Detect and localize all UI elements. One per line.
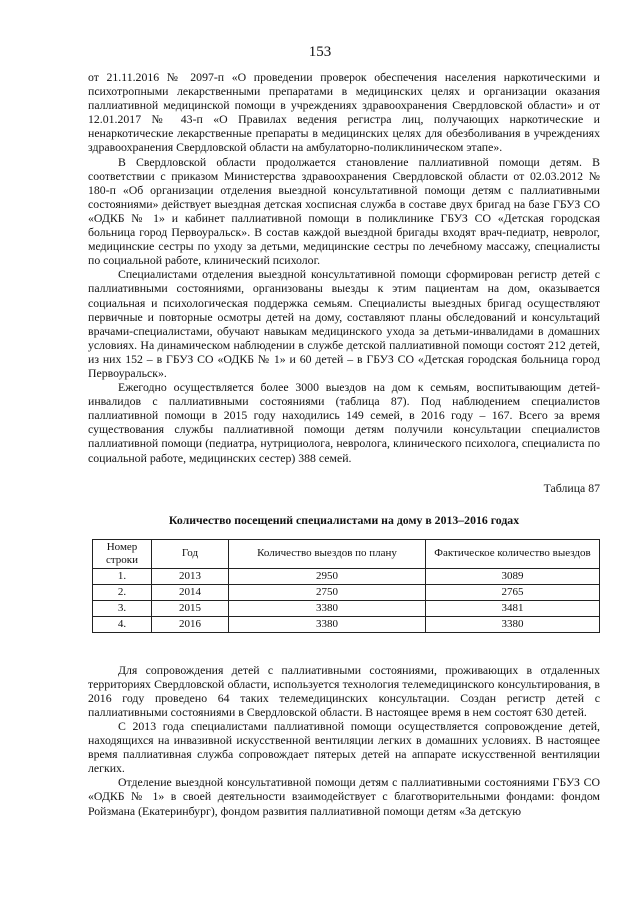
cell-actual: 3481 [426,600,600,616]
table-row [93,568,600,584]
cell-row-number: 3. [93,600,152,616]
cell-row-number: 1. [93,568,152,584]
cell-actual: 3089 [426,568,600,584]
cell-planned: 3380 [229,616,426,632]
cell-planned: 2750 [229,584,426,600]
paragraph-3: Специалистами отделения выездной консультативной помощи сформирован регистр детей с паллиативными состояниями, организованы выезды к этим пациентам на дом, оказывается социальная и психологическая поддержка семьям. Специалисты выездных бригад осуществляют первичные и повторные осмотры детей на дому, составляют планы обследований и консультаций врачами-специалистами, обучают навыкам медицинского ухода за детьми-инвалидами в домашних условиях. На динамическом наблюдении в службе детской паллиативной помощи состоят 212 детей, из них 152 – в ГБУЗ СО «ОДКБ № 1» и 60 детей – в ГБУЗ СО «Детская городская больница город Первоуральск». [88,267,600,380]
paragraph-2: В Свердловской области продолжается становление паллиативной помощи детям. В соответствии с приказом Министерства здравоохранения Свердловской области от 02.03.2012 № 180-п «Об организации отделения выездной консультативной помощи детям с паллиативными состояниями» действует выездная детская хосписная служба в составе двух бригад на базе ГБУЗ СО «ОДКБ № 1» и кабинет паллиативной помощи в поликлинике ГБУЗ СО «Детская городская больница город Первоуральск». В состав каждой выездной бригады входят врач-педиатр, невролог, медицинские сестры по уходу за детьми, медицинские сестры по лечебному массажу, специалисты по социальной работе, клинический психолог. [88,154,600,268]
table-row [93,600,600,616]
paragraph-5: Для сопровождения детей с паллиативными состояниями, проживающих в отдаленных территориях Свердловской области, используется технология телемедицинского консультирования, в 2016 году проведено 64 таких телемедицинских консультации. Создан регистр детей с паллиативными состояниями в Свердловской области. В настоящее время в нем состоят 630 детей. [88,662,600,719]
table-row [93,584,600,600]
cell-row-number: 4. [93,616,152,632]
cell-actual: 2765 [426,584,600,600]
cell-planned: 2950 [229,568,426,584]
cell-year: 2014 [152,584,229,600]
table-title: Количество посещений специалистами на дому в 2013–2016 годах [168,512,520,527]
paragraph-7: Отделение выездной консультативной помощи детям с паллиативными состояниями ГБУЗ СО «ОДКБ № 1» в своей деятельности взаимодействует с благотворительными фондами: фондом Ройзмана (Екатеринбург), фондом развития паллиативной помощи детям «За детскую [88,775,600,818]
page-number: 153 [308,44,332,60]
table-row [93,616,600,632]
table-header-row [93,539,600,568]
cell-year: 2016 [152,616,229,632]
cell-year: 2015 [152,600,229,616]
cell-actual: 3380 [426,616,600,632]
header-planned-visits: Количество выездов по плану [229,539,426,568]
header-actual-visits: Фактическое количество выездов [426,539,600,568]
document-body [88,70,600,818]
paragraph-4: Ежегодно осуществляется более 3000 выездов на дом к семьям, воспитывающим детей-инвалидов с паллиативными состояниями (таблица 87). Под наблюдением специалистов паллиативной помощи в 2015 году находились 149 семей, в 2016 году – 167. Всего за время существования службы паллиативной помощи детям получили консультации специалистов паллиативной помощи (педиатра, нутрициолога, невролога, клинического психолога, специалиста по социальной работе, медицинских сестер) 388 семей. [88,380,600,465]
cell-planned: 3380 [229,600,426,616]
table-label: Таблица 87 [543,480,600,495]
cell-row-number: 2. [93,584,152,600]
header-row-number: Номер строки [93,539,152,568]
paragraph-1: от 21.11.2016 № 2097-п «О проведении проверок обеспечения населения наркотическими и психотропными лекарственными препаратами в медицинских целях и организации оказания паллиативной медицинской помощи в учреждениях здравоохранения Свердловской области» и от 12.01.2017 № 43-п «О Правилах ведения регистра лиц, получающих наркотические и ненаркотические лекарственные препараты в медицинских целях для обезболивания в учреждениях здравоохранения Свердловской области на амбулаторно-поликлиническом этапе». [88,70,600,155]
visits-table [92,539,600,633]
cell-year: 2013 [152,568,229,584]
header-year: Год [152,539,229,568]
paragraph-6: С 2013 года специалистами паллиативной помощи осуществляется сопровождение детей, находящихся на инвазивной искусственной вентиляции легких в домашних условиях. В настоящее время паллиативная служба сопровождает пятерых детей на аппарате искусственной вентиляции легких. [88,719,600,776]
